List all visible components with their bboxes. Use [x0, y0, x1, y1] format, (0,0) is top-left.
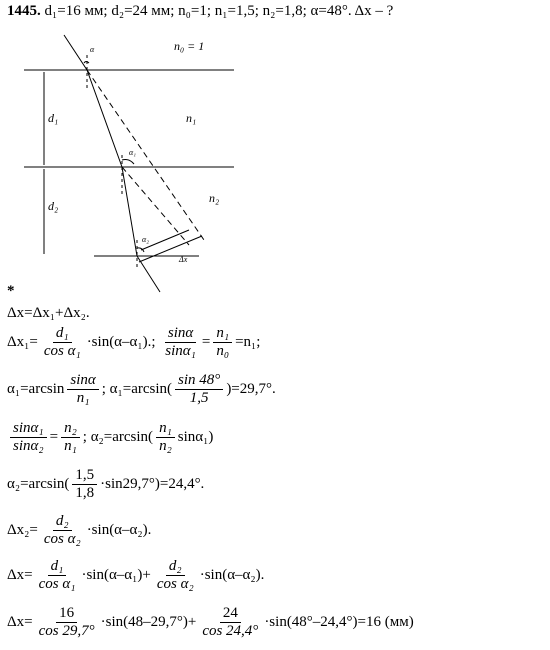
label-n1: n₁ — [186, 111, 197, 125]
label-n0: n₀ = 1 — [174, 39, 205, 53]
label-alpha2: α₂ — [142, 235, 149, 244]
undeflected-ray — [87, 70, 204, 240]
angle-alpha1-arc — [122, 160, 134, 165]
star-mark: * — [7, 283, 15, 299]
label-d1: d₁ — [48, 111, 59, 125]
label-n2: n₂ — [209, 191, 220, 205]
problem-header — [7, 3, 393, 20]
solution-line-1: Δx=Δx₁+Δx₂. — [7, 305, 90, 321]
problem-number: 1445. — [7, 3, 41, 19]
solution-line-2: Δx₁= $\frac{\text{d₁}}{\text{cos α₁}}$ ·sin(α–α₁).; $\frac{\sin\alpha}{\text{sinα₁}}$ = $\frac{\text{n₁}}{\text{n₀}}$ =n₁; — [7, 325, 261, 359]
solution-line-7: Δx= $\frac{\text{d₁}}{\text{cos α₁}}$ ·sin(α–α₁)+ $\frac{\text{d₂}}{\text{cos α₂}}$ ·sin(α–α₂). — [7, 558, 265, 592]
angle-alpha2-arc — [137, 248, 144, 252]
refracted-ray — [64, 35, 160, 292]
label-alpha: α — [90, 45, 95, 54]
solution-line-8: Δx= $\frac{16}{\cos 29,7^\circ}$ ·sin(48–29,7°)+ $\frac{24}{\cos 24,4^\circ}$ ·sin(48°–24,4°)=16 (мм) — [7, 605, 414, 639]
label-alpha1: α₁ — [129, 148, 136, 157]
problem-statement: d₁=16 мм; d₂=24 мм; n₀=1; n₁=1,5; n₂=1,8; α=48°. Δx – ? — [44, 3, 394, 19]
solution-line-6: Δx₂= $\frac{\text{d₂}}{\text{cos α₂}}$ ·sin(α–α₂). — [7, 513, 152, 547]
label-d2: d₂ — [48, 199, 59, 213]
label-dx: Δx — [179, 255, 188, 264]
solution-line-5: α₂=arcsin( $\frac{1,5}{1,8}$ ·sin29,7°)=24,4°. — [7, 467, 205, 501]
solution-line-3: α₁=arcsin $\frac{\sin\alpha}{\text{n₁}}$ ; α₁=arcsin( $\frac{\sin 48^\circ}{1,5}$ )=29,7°. — [7, 372, 276, 406]
solution-line-4: $\frac{\text{sinα₁}}{\text{sinα₂}}$ = $\frac{\text{n₂}}{\text{n₁}}$ ; α₂=arcsin( $\frac{\text{n₁}}{\text{n₂}}$ sinα₁) — [7, 420, 213, 455]
continued-ray-1 — [122, 167, 189, 245]
refraction-diagram — [24, 30, 239, 295]
